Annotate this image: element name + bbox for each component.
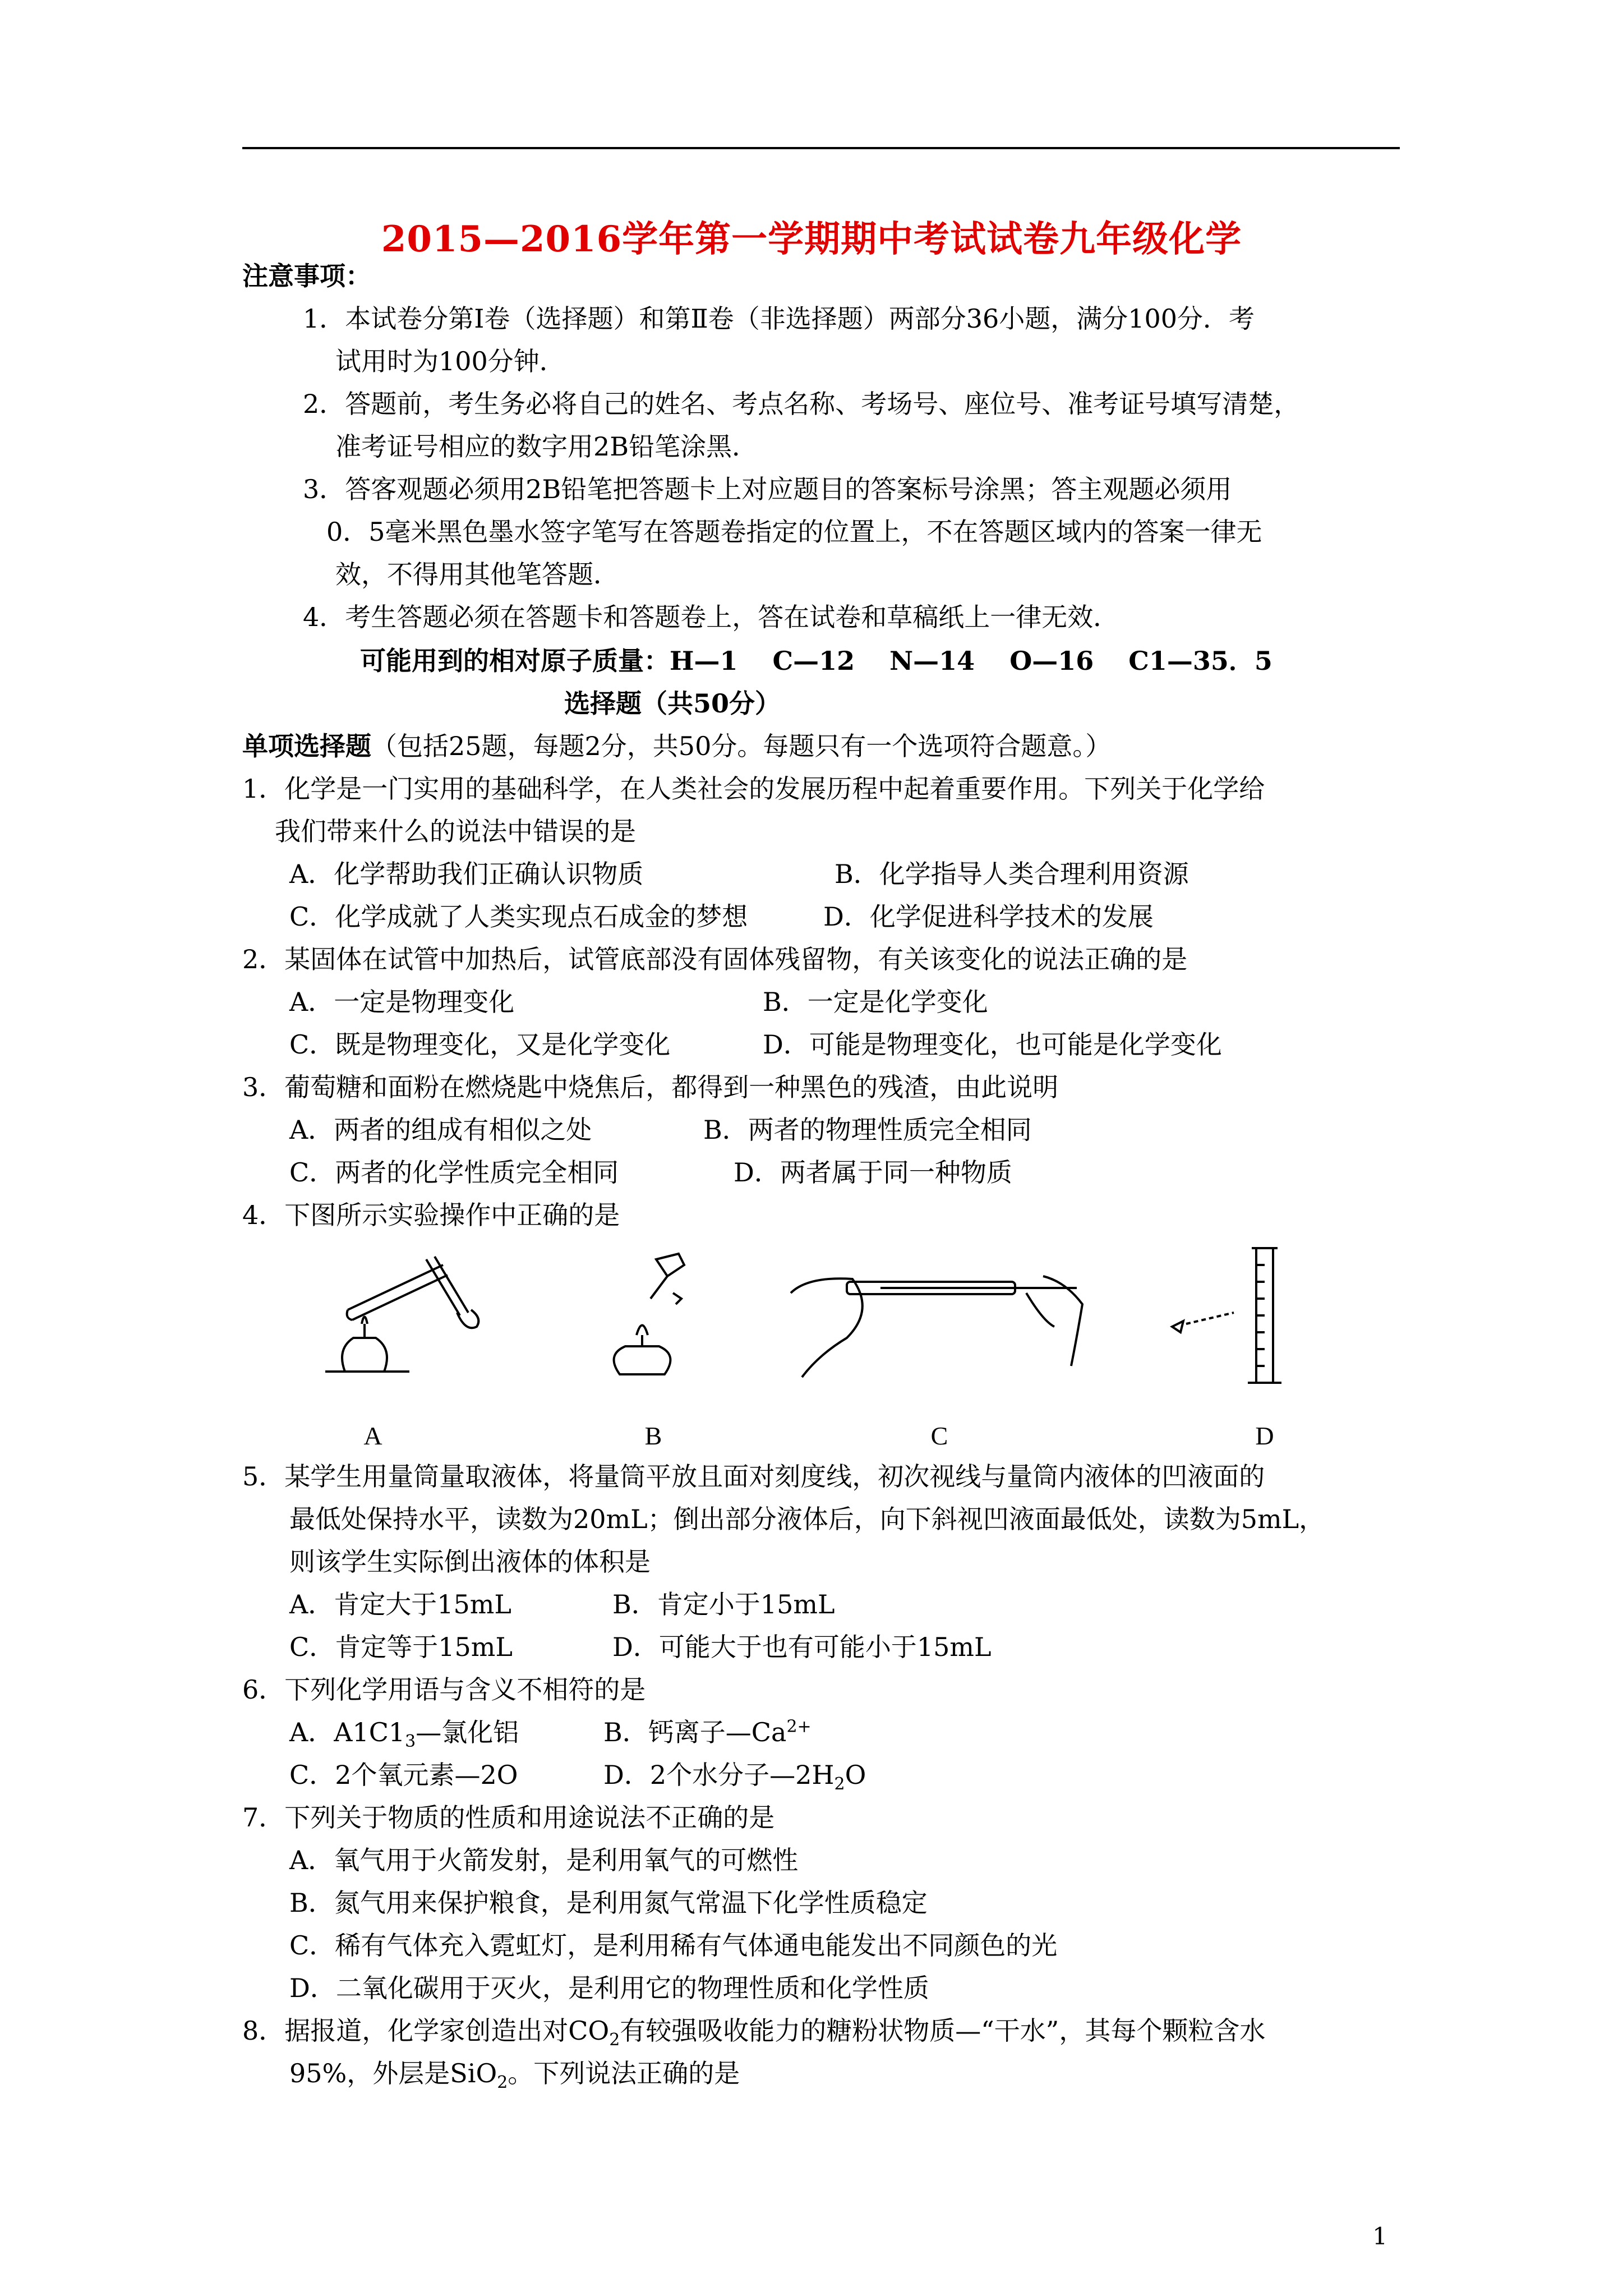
option-c: C．化学成就了人类实现点石成金的梦想 — [289, 901, 748, 932]
stem-text: 8．据报道，化学家创造出对CO — [242, 2016, 610, 2046]
figure-b-lamp — [614, 1254, 684, 1374]
header-rule — [242, 147, 1400, 149]
figure-a-heating — [325, 1257, 478, 1372]
option-b: B．一定是化学变化 — [763, 987, 988, 1017]
stem-text: 。下列说法正确的是 — [508, 2058, 740, 2088]
question-stem: 6．下列化学用语与含义不相符的是 — [242, 1674, 646, 1705]
subscript: 2 — [609, 2030, 620, 2050]
option-c: C．稀有气体充入霓虹灯，是利用稀有气体通电能发出不同颜色的光 — [289, 1930, 1058, 1961]
stem-text: 有较强吸收能力的糖粉状物质—“干水”，其每个颗粒含水 — [620, 2016, 1266, 2046]
question-stem: 2．某固体在试管中加热后，试管底部没有固体残留物，有关该变化的说法正确的是 — [242, 944, 1188, 974]
question-stem: 我们带来什么的说法中错误的是 — [275, 816, 636, 846]
section-intro-text: （包括25题，每题2分，共50分。每题只有一个选项符合题意。） — [371, 731, 1112, 761]
option-a-text: A．A1C1 — [289, 1717, 405, 1747]
option-b — [603, 1715, 811, 1749]
notice-line: 4．考生答题必须在答题卡和答题卷上，答在试卷和草稿纸上一律无效． — [303, 602, 1119, 632]
atomic-mass-line: 可能用到的相对原子质量：H—1 C—12 N—14 O—16 C1—35．5 — [360, 646, 1272, 676]
lab-figure-svg — [314, 1243, 1324, 1456]
superscript: 2+ — [786, 1717, 811, 1737]
option-d: D．两者属于同一种物质 — [734, 1157, 1012, 1188]
option-c: C．肯定等于15mL — [289, 1632, 513, 1662]
figure-label-b: B — [644, 1421, 662, 1450]
figure-label-c: C — [930, 1421, 948, 1450]
notice-line: 效，不得用其他笔答题． — [335, 559, 619, 590]
figure-label-d: D — [1255, 1421, 1274, 1450]
notice-line: 试用时为100分钟． — [335, 346, 565, 376]
subscript: 3 — [405, 1732, 416, 1752]
option-c: C．2个氧元素—2O — [289, 1760, 518, 1790]
notice-line: 0．5毫米黑色墨水签字笔写在答题卷指定的位置上，不在答题区域内的答案一律无 — [326, 517, 1262, 547]
option-d-tail: O — [845, 1760, 866, 1790]
notice-heading: 注意事项： — [242, 261, 371, 291]
stem-text: 95%，外层是SiO — [289, 2058, 497, 2088]
option-a: A．化学帮助我们正确认识物质 — [289, 859, 644, 889]
notice-line: 1．本试卷分第Ⅰ卷（选择题）和第Ⅱ卷（非选择题）两部分36小题，满分100分．考 — [303, 303, 1255, 334]
subscript: 2 — [834, 1774, 845, 1795]
question-stem: 则该学生实际倒出液体的体积是 — [289, 1547, 651, 1577]
option-d — [603, 1758, 866, 1795]
lab-operations-figure — [314, 1243, 1324, 1456]
option-c: C．两者的化学性质完全相同 — [289, 1157, 619, 1188]
notice-line: 2．答题前，考生务必将自己的姓名、考点名称、考场号、座位号、准考证号填写清楚， — [303, 389, 1300, 419]
option-b: B．化学指导人类合理利用资源 — [834, 859, 1189, 889]
option-a: A．肯定大于15mL — [289, 1589, 511, 1619]
figure-c-tube — [791, 1276, 1082, 1377]
section-intro-label: 单项选择题 — [242, 731, 371, 761]
option-b: B．肯定小于15mL — [612, 1589, 835, 1619]
question-stem: 5．某学生用量筒量取液体，将量筒平放且面对刻度线，初次视线与量筒内液体的凹液面的 — [242, 1461, 1265, 1492]
option-b: B．氮气用来保护粮食，是利用氮气常温下化学性质稳定 — [289, 1888, 928, 1918]
option-d: D．二氧化碳用于灭火，是利用它的物理性质和化学性质 — [289, 1973, 929, 2003]
notice-line: 3．答客观题必须用2B铅笔把答题卡上对应题目的答案标号涂黑；答主观题必须用 — [303, 474, 1232, 504]
figure-d-cylinder — [1172, 1248, 1281, 1383]
option-a: A．氧气用于火箭发射，是利用氧气的可燃性 — [289, 1845, 799, 1875]
question-stem — [289, 2056, 740, 2093]
option-a: A．一定是物理变化 — [289, 987, 515, 1017]
option-b-text: B．钙离子—Ca — [603, 1717, 787, 1747]
question-stem: 7．下列关于物质的性质和用途说法不正确的是 — [242, 1802, 775, 1833]
question-stem: 最低处保持水平，读数为20mL；倒出部分液体后，向下斜视凹液面最低处，读数为5mL， — [289, 1504, 1325, 1534]
figure-label-a: A — [363, 1421, 382, 1450]
option-d-text: D．2个水分子—2H — [603, 1760, 834, 1790]
question-stem: 1．化学是一门实用的基础科学，在人类社会的发展历程中起着重要作用。下列关于化学给 — [242, 774, 1265, 804]
option-a — [289, 1715, 519, 1752]
section-intro — [242, 729, 1111, 763]
question-stem: 3．葡萄糖和面粉在燃烧匙中烧焦后，都得到一种黑色的残渣，由此说明 — [242, 1072, 1059, 1102]
exam-title: 2015—2016学年第一学期期中考试试卷九年级化学 — [381, 218, 1242, 260]
option-d: D．可能大于也有可能小于15mL — [612, 1632, 992, 1662]
question-stem: 4．下图所示实验操作中正确的是 — [242, 1200, 620, 1230]
option-d: D．可能是物理变化，也可能是化学变化 — [763, 1029, 1222, 1060]
section-title: 选择题（共50分） — [564, 688, 781, 719]
option-a: A．两者的组成有相似之处 — [289, 1115, 592, 1145]
subscript: 2 — [497, 2073, 508, 2093]
option-b: B．两者的物理性质完全相同 — [703, 1115, 1032, 1145]
page-number: 1 — [1372, 2223, 1387, 2250]
option-a-meaning: —氯化铝 — [416, 1717, 519, 1747]
question-stem — [242, 2014, 1266, 2050]
option-d: D．化学促进科学技术的发展 — [823, 901, 1154, 932]
notice-line: 准考证号相应的数字用2B铅笔涂黑． — [335, 431, 758, 462]
option-c: C．既是物理变化，又是化学变化 — [289, 1029, 671, 1060]
